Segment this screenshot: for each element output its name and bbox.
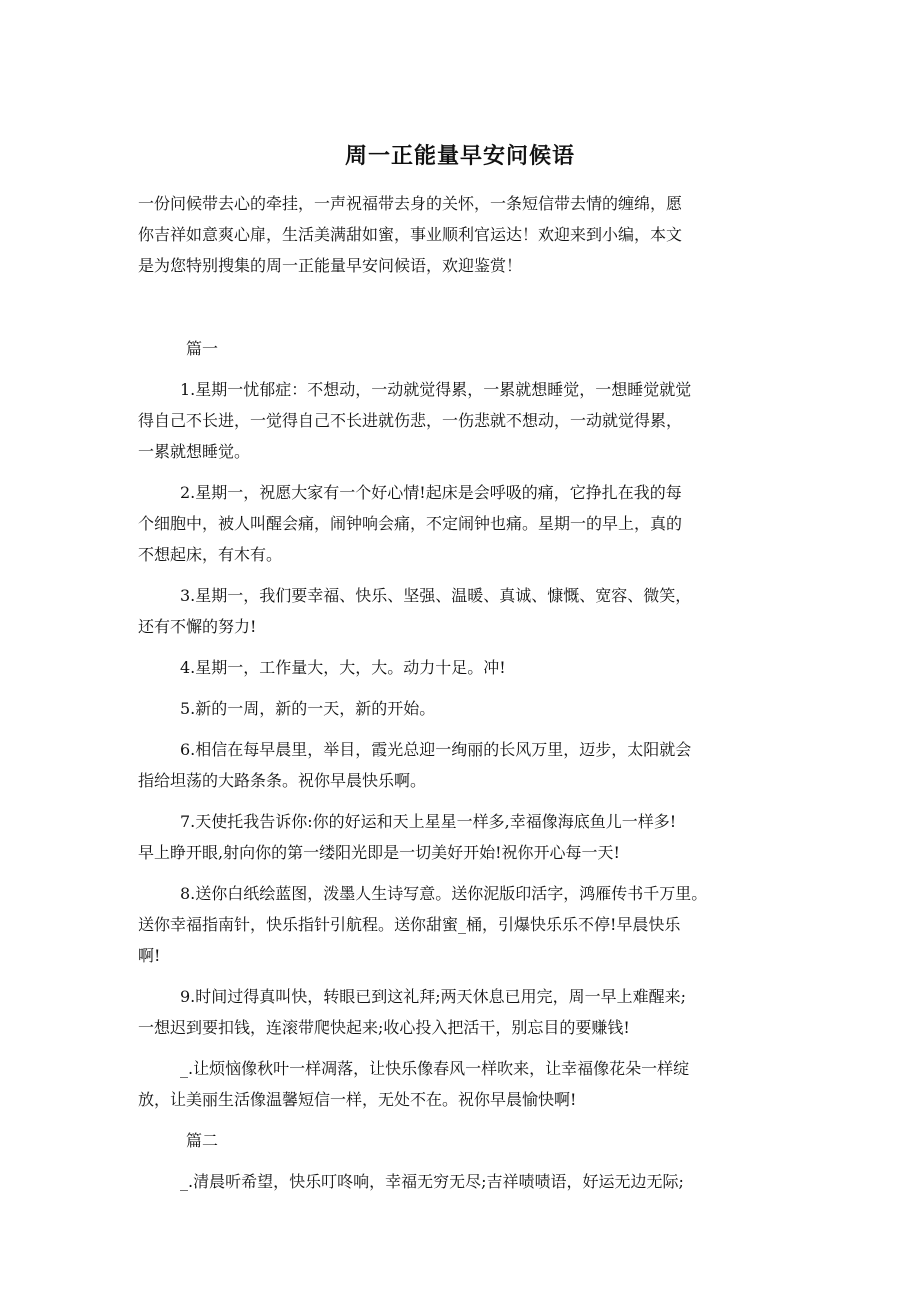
intro-paragraph [138,188,788,281]
paragraph-line: 3.星期一，我们要幸福、快乐、坚强、温暖、真诚、慷慨、宽容、微笑， [180,586,692,605]
document-title: 周一正能量早安问候语 [344,143,575,169]
section-heading-2: 篇二 [186,1131,219,1150]
paragraph-8 [138,878,788,971]
paragraph-line: 送你幸福指南针，快乐指针引航程。送你甜蜜_桶，引爆快乐乐不停!早晨快乐 [138,915,681,934]
paragraph-2 [138,477,788,570]
paragraph-line: 7.天使托我告诉你:你的好运和天上星星一样多,幸福像海底鱼儿一样多! [180,812,677,831]
paragraph-line: 指给坦荡的大路条条。祝你早晨快乐啊。 [138,771,427,790]
paragraph-11 [138,1166,788,1197]
paragraph-line: _.让烦恼像秋叶一样凋落，让快乐像春风一样吹来，让幸福像花朵一样绽 [180,1059,690,1078]
paragraph-4 [138,652,788,683]
paragraph-line: 9.时间过得真叫快，转眼已到这礼拜;两天休息已用完，周一早上难醒来; [180,987,687,1006]
paragraph-line: 啊! [138,946,161,965]
paragraph-line: 2.星期一，祝愿大家有一个好心情!起床是会呼吸的痛，它挣扎在我的每 [180,483,682,502]
section-heading-1: 篇一 [186,339,219,358]
intro-line: 是为您特别搜集的周一正能量早安问候语，欢迎鉴赏！ [138,256,523,275]
paragraph-6 [138,734,788,796]
paragraph-line: 个细胞中，被人叫醒会痛，闹钟响会痛，不定闹钟也痛。星期一的早上，真的 [138,514,683,533]
paragraph-line: 5.新的一周，新的一天，新的开始。 [180,699,436,718]
paragraph-line: 早上睁开眼,射向你的第一缕阳光即是一切美好开始!祝你开心每一天! [138,843,620,862]
intro-line: 一份问候带去心的牵挂，一声祝福带去身的关怀，一条短信带去情的缠绵，愿 [138,194,683,213]
paragraph-line: 1.星期一忧郁症：不想动，一动就觉得累，一累就想睡觉，一想睡觉就觉 [180,380,692,399]
paragraph-1 [138,374,788,467]
paragraph-3 [138,580,788,642]
paragraph-line: 不想起床，有木有。 [138,545,283,564]
paragraph-line: 得自己不长进，一觉得自己不长进就伤悲，一伤悲就不想动，一动就觉得累， [138,411,683,430]
paragraph-line: 4.星期一，工作量大，大，大。动力十足。冲! [180,658,506,677]
paragraph-line: 还有不懈的努力! [138,617,257,636]
paragraph-7 [138,806,788,868]
paragraph-line: 放，让美丽生活像温馨短信一样，无处不在。祝你早晨愉快啊! [138,1090,577,1109]
paragraph-9 [138,981,788,1043]
paragraph-10 [138,1053,788,1115]
paragraph-line: 一累就想睡觉。 [138,442,251,461]
paragraph-line: 6.相信在每早晨里，举目，霞光总迎一绚丽的长风万里，迈步，太阳就会 [180,740,692,759]
paragraph-5 [138,693,788,724]
paragraph-line: _.清晨听希望，快乐叮咚响，幸福无穷无尽;吉祥啧啧语，好运无边无际; [180,1172,684,1191]
paragraph-line: 8.送你白纸绘蓝图，泼墨人生诗写意。送你泥版印活字，鸿雁传书千万里。 [180,884,708,903]
paragraph-line: 一想迟到要扣钱，连滚带爬快起来;收心投入把活干，别忘目的要赚钱! [138,1018,630,1037]
document-body [138,333,788,1207]
intro-line: 你吉祥如意爽心扉，生活美满甜如蜜，事业顺利官运达！欢迎来到小编，本文 [138,225,683,244]
